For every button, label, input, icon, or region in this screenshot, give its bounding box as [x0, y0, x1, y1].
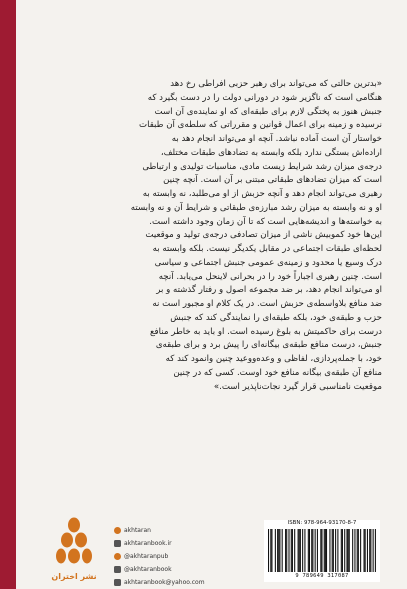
isbn-label: ISBN: 978-964-93170-8-7	[287, 520, 357, 526]
quote-line: جنبش هنوز به پختگی لازم برای طبقه‌ای که او نماینده‌ی آن است	[154, 106, 382, 117]
isbn-barcode-box	[264, 520, 380, 582]
quote-line: نرسیده و زمینه برای اعمال قوانین و مقرراتی که سلطه‌ی آن طبقات	[139, 120, 382, 131]
quote-line: خود، با جمله‌پردازی، لفاظی و وعده‌ووعید چنین وانمود کند که	[165, 354, 382, 364]
quote-text-block	[110, 78, 382, 394]
web-icon	[114, 540, 121, 547]
spine-color-strip	[0, 0, 16, 589]
egg-stack-logo-icon	[56, 516, 92, 576]
quote-line: موقعیت نامناسبی قرار گیرد نجات‌ناپذیر است.»	[213, 381, 382, 392]
contact-instagram[interactable]	[114, 550, 205, 563]
quote-line: خواستار آن است آماده نباشد. آنچه او می‌تواند انجام دهد به	[171, 134, 382, 144]
contact-website-text: akhtaran	[124, 527, 151, 534]
contact-site[interactable]	[114, 537, 205, 550]
telegram-icon	[114, 566, 121, 573]
quote-line: رهبری می‌تواند انجام دهد و آنچه حزبش از او می‌طلبد، نه وابسته به	[142, 189, 382, 199]
quote-line: منافع آن طبقه‌ی بیگانه منافع خود اوست. کسی که در چنین	[173, 367, 382, 378]
globe-icon	[114, 527, 121, 534]
quote-line: او می‌تواند انجام دهد، بر ضد مجموعه اصول و رفتار گذشته و بر	[156, 285, 382, 296]
barcode-digits: 9 789649 317087	[295, 573, 349, 579]
contact-list	[114, 524, 205, 589]
contact-telegram[interactable]	[114, 563, 205, 576]
quote-line: درک وسیع یا محدود و زمینه‌ی عمومی جنبش اجتماعی و سیاسی	[154, 257, 382, 268]
quote-line: هنگامی است که ناگزیر شود در دورانی دولت را در دست بگیرد که	[147, 92, 382, 103]
quote-line: است. چنین رهبری اجباراً خود را در بحرانی لاینحل می‌یابد. آنچه	[158, 271, 382, 282]
quote-line: لحظه‌ای طبقات اجتماعی در مقابل یکدیگر نیست. بلکه وابسته به	[152, 244, 382, 254]
contact-website[interactable]	[114, 524, 205, 537]
contact-site-text: akhtaranbook.ir	[124, 540, 172, 547]
quote-line: درجه‌ی میزان رشد شرایط زیست مادی، مناسبات تولیدی و ارتباطی	[142, 161, 382, 172]
contact-email-text: akhtaranbook@yahoo.com	[124, 579, 205, 586]
quote-line: به خواسته‌ها و اندیشه‌هایی است که تا آن زمان وجود داشته است.	[149, 216, 382, 227]
mail-icon	[114, 579, 121, 586]
quote-line: اراده‌اش بستگی ندارد بلکه وابسته به تضادهای طبقات مختلف،	[160, 147, 382, 158]
quote-line: «بدترین حالتی که می‌تواند برای رهبر حزبی افراطی رخ دهد	[170, 79, 382, 89]
publisher-name: نشر اختران	[51, 572, 97, 581]
cover-footer	[16, 494, 407, 589]
quote-line: این‌ها خود کموبیش ناشی از میزان تصادفی درجه‌ی تولید و موقعیت	[145, 230, 382, 241]
barcode-graphic	[268, 529, 376, 572]
quote-line: درست برای حاکمیتش به بلوغ رسیده است. او باید به خاطر منافع	[149, 326, 382, 337]
quote-line: او و نه وابسته به میزان رشد مبارزه‌ی طبقاتی و شرایط آن و نه وابسته	[130, 202, 382, 213]
quote-line: است که میزان تضادهای طبقاتی مبتنی بر آن است. آنچه چنین	[163, 175, 382, 186]
quote-line: جنبش، درست منافع طبقه‌ی بیگانه‌ای را پیش برد و برای طبقه‌ی	[155, 340, 382, 351]
quote-line: ضد منافع بلاواسطه‌ی حزبش است. در یک کلام او مجبور است نه	[152, 299, 382, 309]
contact-telegram-text: @akhtaranbook	[124, 566, 172, 573]
contact-email[interactable]	[114, 576, 205, 589]
instagram-icon	[114, 553, 121, 560]
quote-line: حزب و طبقه‌ی خود، بلکه طبقه‌ای را نمایندگی کند که جنبش	[170, 312, 382, 323]
contact-instagram-text: @akhtaranpub	[124, 553, 169, 560]
